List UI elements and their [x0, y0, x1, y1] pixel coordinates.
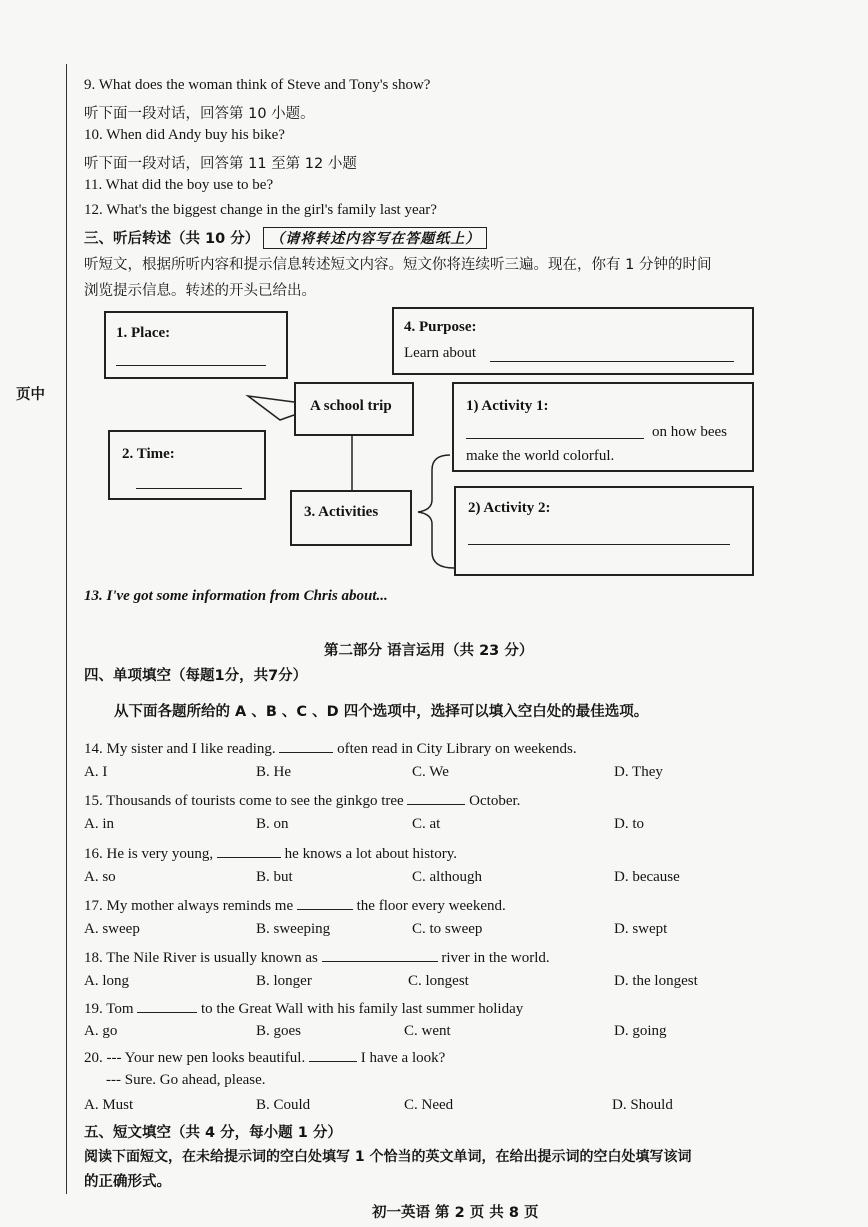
question-12: 12. What's the biggest change in the girl's family last year?	[84, 202, 437, 218]
question-16-option-a[interactable]: A. so	[84, 869, 116, 885]
question-17-text-a: 17. My mother always reminds me	[84, 898, 294, 914]
question-19-option-d[interactable]: D. going	[614, 1023, 667, 1039]
question-17-option-a[interactable]: A. sweep	[84, 921, 140, 937]
question-20-option-d[interactable]: D. Should	[612, 1097, 673, 1113]
question-17-text-b: the floor every weekend.	[356, 898, 506, 914]
question-16-blank[interactable]	[217, 843, 281, 858]
question-14-text-b: often read in City Library on weekends.	[337, 741, 577, 757]
part-2-title: 第二部分 语言运用（共 23 分）	[324, 643, 534, 659]
question-19-option-a[interactable]: A. go	[84, 1023, 118, 1039]
section-3-instruction-2: 浏览提示信息。转述的开头已给出。	[84, 283, 316, 299]
question-19-option-b[interactable]: B. goes	[256, 1023, 301, 1039]
question-16-option-c[interactable]: C. although	[412, 869, 482, 885]
place-blank[interactable]	[116, 365, 266, 366]
purpose-text: Learn about	[404, 345, 477, 361]
question-16-stem	[84, 843, 457, 863]
activities-label: 3. Activities	[304, 504, 379, 520]
question-20-stem	[84, 1047, 445, 1067]
section-3-title: 三、听后转述（共 10 分）	[84, 231, 260, 247]
section-5-heading: 五、短文填空（共 4 分，每小题 1 分）	[84, 1125, 342, 1141]
question-17-option-b[interactable]: B. sweeping	[256, 921, 331, 937]
question-14-blank[interactable]	[279, 738, 333, 753]
question-15-text-b: October.	[469, 793, 521, 809]
question-20-option-c[interactable]: C. Need	[404, 1097, 454, 1113]
question-20-option-b[interactable]: B. Could	[256, 1097, 311, 1113]
question-18-option-c[interactable]: C. longest	[408, 973, 469, 989]
handwritten-note: （请将转述内容写在答题纸上）	[263, 227, 487, 249]
activity-1-blank[interactable]	[466, 438, 644, 439]
purpose-label: 4. Purpose:	[404, 319, 477, 335]
section-5-instruction-2: 的正确形式。	[84, 1174, 171, 1190]
question-14-text-a: 14. My sister and I like reading.	[84, 741, 276, 757]
section-5-instruction-1: 阅读下面短文，在未给提示词的空白处填写 1 个恰当的英文单词，在给出提示词的空白处填写该词	[84, 1149, 692, 1165]
question-17-option-d[interactable]: D. swept	[614, 921, 668, 937]
question-14-option-c[interactable]: C. We	[412, 764, 449, 780]
center-label: A school trip	[310, 398, 392, 414]
instruction-q11-12: 听下面一段对话，回答第 11 至第 12 小题	[84, 156, 357, 172]
place-label: 1. Place:	[116, 325, 171, 341]
question-16-option-b[interactable]: B. but	[256, 869, 293, 885]
activity-2-blank[interactable]	[468, 544, 730, 545]
question-14-option-a[interactable]: A. I	[84, 764, 108, 780]
question-17-stem	[84, 895, 506, 915]
center-box	[294, 382, 414, 436]
instruction-q10: 听下面一段对话，回答第 10 小题。	[84, 106, 315, 122]
activity-1-label: 1) Activity 1:	[466, 398, 549, 414]
page-footer: 初一英语 第 2 页 共 8 页	[372, 1205, 539, 1221]
question-14-option-d[interactable]: D. They	[614, 764, 663, 780]
purpose-blank[interactable]	[490, 361, 734, 362]
question-17-option-c[interactable]: C. to sweep	[412, 921, 483, 937]
activity-1-text-b: make the world colorful.	[466, 448, 615, 464]
question-14-option-b[interactable]: B. He	[256, 764, 291, 780]
time-label: 2. Time:	[122, 446, 175, 462]
question-14-stem	[84, 738, 577, 758]
question-20-option-a[interactable]: A. Must	[84, 1097, 134, 1113]
question-15-option-d[interactable]: D. to	[614, 816, 644, 832]
time-box	[108, 430, 266, 500]
question-9: 9. What does the woman think of Steve and Tony's show?	[84, 77, 431, 93]
question-18-blank[interactable]	[322, 947, 438, 962]
question-15-option-b[interactable]: B. on	[256, 816, 289, 832]
activity-2-label: 2) Activity 2:	[468, 500, 551, 516]
question-18-stem	[84, 947, 550, 967]
section-3-instruction-1: 听短文，根据所听内容和提示信息转述短文内容。短文你将连续听三遍。现在，你有 1 分钟的时间	[84, 257, 712, 273]
question-15-blank[interactable]	[407, 790, 465, 805]
purpose-box	[392, 307, 754, 375]
section-4-heading: 四、单项填空（每题1分，共7分）	[84, 668, 308, 684]
question-19-blank[interactable]	[137, 998, 197, 1013]
question-19-text-a: 19. Tom	[84, 1001, 134, 1017]
activity-1-box	[452, 382, 754, 472]
question-16-option-d[interactable]: D. because	[614, 869, 680, 885]
question-18-option-d[interactable]: D. the longest	[614, 973, 698, 989]
activity-2-box	[454, 486, 754, 576]
question-18-text-b: river in the world.	[441, 950, 550, 966]
activity-1-text-a: on how bees	[652, 424, 727, 440]
question-20-blank[interactable]	[309, 1047, 357, 1062]
question-19-option-c[interactable]: C. went	[404, 1023, 451, 1039]
question-16-text-b: he knows a lot about history.	[284, 846, 457, 862]
question-19-stem	[84, 998, 523, 1018]
question-15-stem	[84, 790, 520, 810]
question-15-option-c[interactable]: C. at	[412, 816, 441, 832]
question-20-reply: --- Sure. Go ahead, please.	[106, 1072, 266, 1088]
question-18-option-a[interactable]: A. long	[84, 973, 129, 989]
section-4-instruction: 从下面各题所给的 A 、B 、C 、D 四个选项中，选择可以填入空白处的最佳选项。	[114, 704, 649, 720]
question-18-text-a: 18. The Nile River is usually known as	[84, 950, 318, 966]
time-blank[interactable]	[136, 488, 242, 489]
question-19-text-b: to the Great Wall with his family last summer holiday	[201, 1001, 524, 1017]
question-10: 10. When did Andy buy his bike?	[84, 127, 285, 143]
binding-margin-char: 页中	[16, 387, 45, 403]
question-15-option-a[interactable]: A. in	[84, 816, 114, 832]
question-13: 13. I've got some information from Chris about...	[84, 588, 388, 604]
question-17-blank[interactable]	[297, 895, 353, 910]
question-16-text-a: 16. He is very young,	[84, 846, 214, 862]
question-11: 11. What did the boy use to be?	[84, 177, 274, 193]
activities-box	[290, 490, 412, 546]
question-20-text-a: 20. --- Your new pen looks beautiful.	[84, 1050, 306, 1066]
place-box	[104, 311, 288, 379]
question-18-option-b[interactable]: B. longer	[256, 973, 312, 989]
question-20-text-b: I have a look?	[360, 1050, 446, 1066]
question-15-text-a: 15. Thousands of tourists come to see the ginkgo tree	[84, 793, 404, 809]
